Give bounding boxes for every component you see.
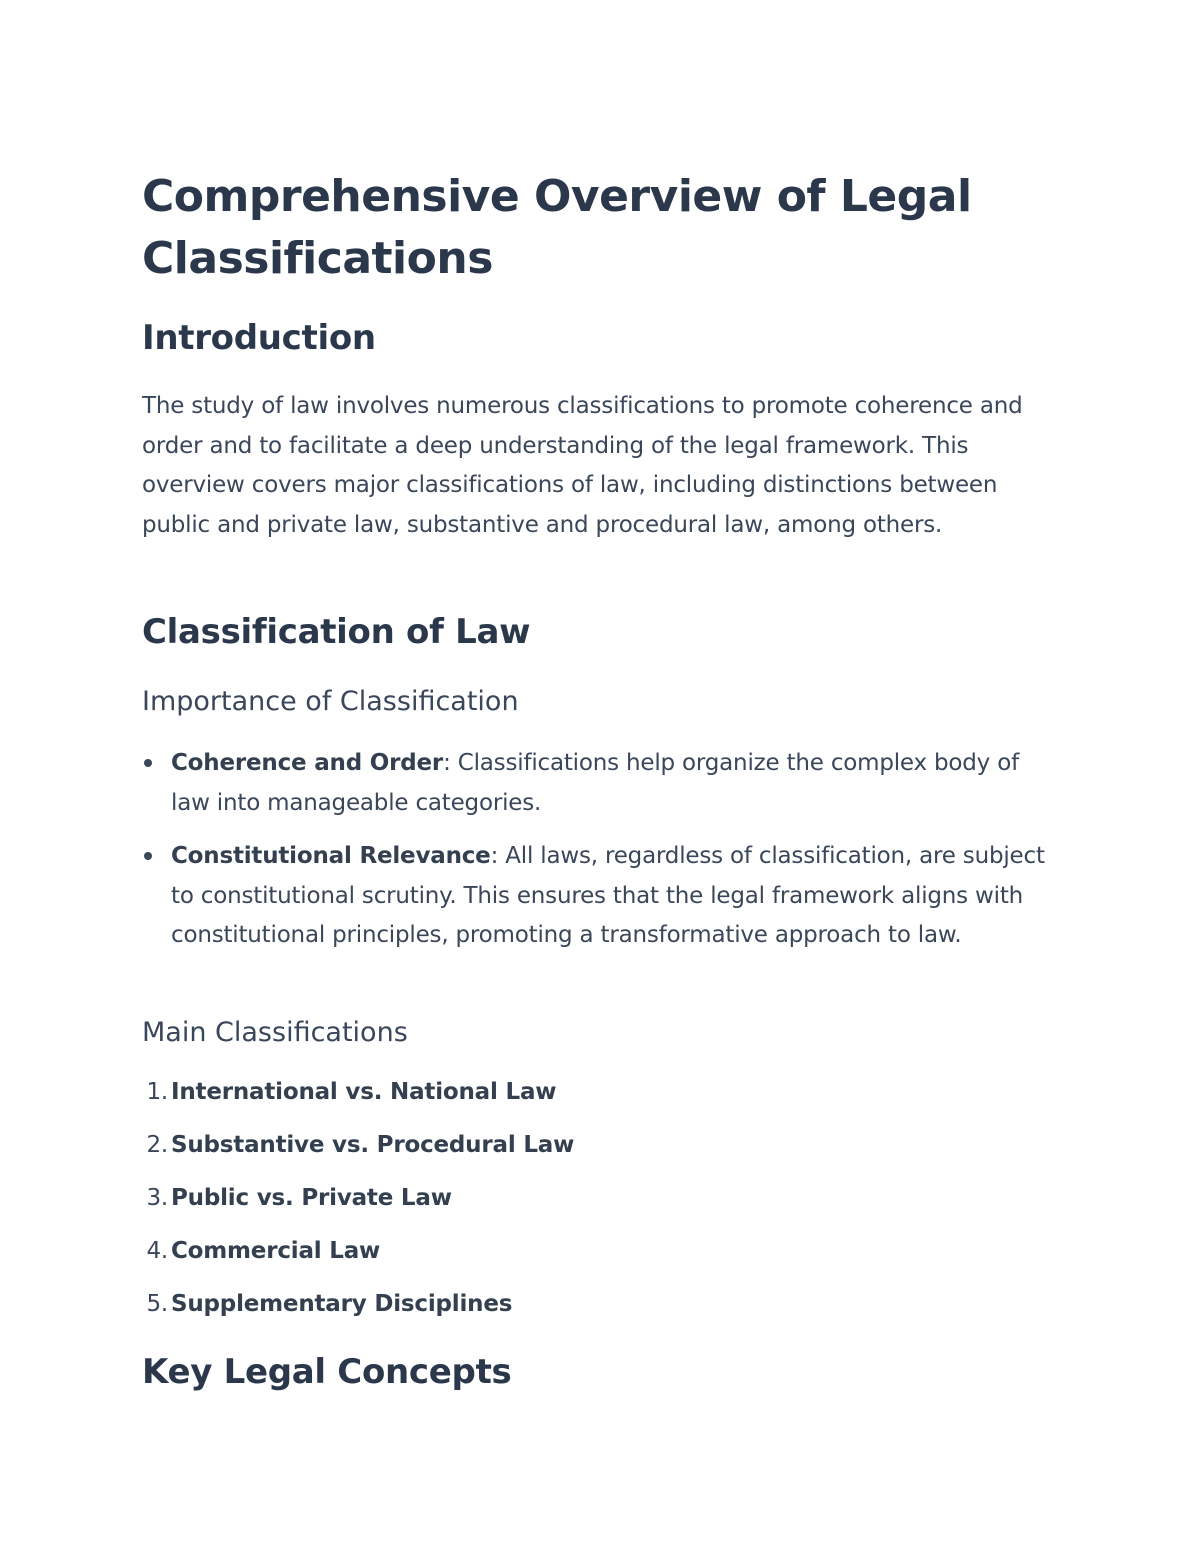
item-label: Commercial Law [171,1238,381,1264]
list-number: 2. [146,1132,168,1158]
list-item [142,744,1047,823]
list-number: 1. [146,1079,168,1105]
item-description: : Classifications help organize the complex body of law into manageable categories. [171,750,1019,816]
list-item [142,1232,1047,1285]
bullet-icon [144,759,152,767]
list-item [142,1073,1047,1126]
item-description: : All laws, regardless of classification, are subject to constitutional scrutiny. This ensures that the legal framework aligns with constitutional principles, promoting a transformative approach to law. [171,843,1045,948]
importance-subheading: Importance of Classification [142,686,519,717]
list-number: 4. [146,1238,168,1264]
introduction-heading: Introduction [142,318,376,358]
main-classifications-list [142,1073,1047,1338]
item-label: Public vs. Private Law [171,1185,452,1211]
item-term: Coherence and Order [171,750,444,776]
bullet-icon [144,852,152,860]
item-label: International vs. National Law [171,1079,557,1105]
list-number: 3. [146,1185,168,1211]
document-title: Comprehensive Overview of Legal Classifications [142,171,972,284]
importance-list [142,744,1047,956]
list-item [142,837,1047,956]
item-term: Constitutional Relevance [171,843,491,869]
list-item [142,1126,1047,1179]
classification-heading: Classification of Law [142,612,531,652]
item-label: Supplementary Disciplines [171,1291,513,1317]
list-item [142,1285,1047,1338]
list-item [142,1179,1047,1232]
list-number: 5. [146,1291,168,1317]
main-classifications-subheading: Main Classifications [142,1017,408,1048]
introduction-paragraph: The study of law involves numerous classifications to promote coherence and order and to facilitate a deep understanding of the legal framework. This overview covers major classifications of law, including distinctions between public and private law, substantive and procedural law, among others. [142,393,1023,538]
key-concepts-heading: Key Legal Concepts [142,1352,512,1392]
item-label: Substantive vs. Procedural Law [171,1132,575,1158]
